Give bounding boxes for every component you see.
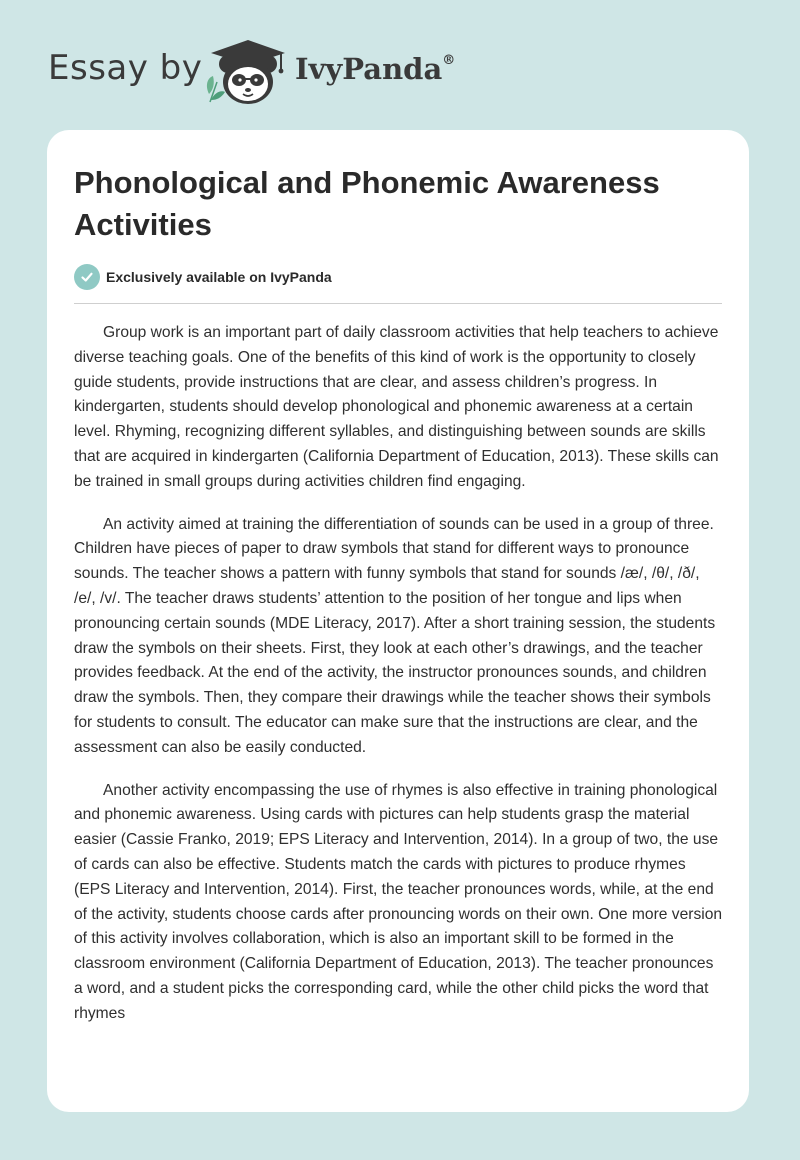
- check-icon: [74, 264, 100, 290]
- divider: [74, 303, 722, 304]
- essay-by-label: Essay by: [48, 48, 203, 88]
- registered-mark: ®: [442, 53, 456, 69]
- brand-name-text: IvyPanda: [295, 52, 443, 86]
- paragraph: An activity aimed at training the differentiation of sounds can be used in a group of three. Children have pieces of paper to draw symbols that stand for different ways to pronounce sounds. The teacher shows a pattern with funny symbols that stand for sounds /æ/, /θ/, /ð/, /e/, /v/. The teacher draws students’ attention to the position of her tongue and lips when pronouncing certain sounds (MDE Literacy, 2017). After a short training session, the students draw the symbols on their sheets. First, they look at each other’s drawings, and the teacher provides feedback. At the end of the activity, the instructor pronounces sounds, and children draw the symbols. Then, they compare their drawings while the teacher shows their symbols for students to consult. The educator can make sure that the instructions are clear, and the assessment can also be easily conducted.: [74, 515, 716, 756]
- exclusive-label: Exclusively available on IvyPanda: [106, 269, 332, 285]
- site-header: [0, 0, 800, 120]
- panda-graduate-icon[interactable]: [201, 36, 293, 108]
- essay-card: [47, 130, 749, 1112]
- paragraph: Group work is an important part of daily classroom activities that help teachers to achieve diverse teaching goals. One of the benefits of this kind of work is the opportunity to closely guide students, provide instructions that are clear, and assess children’s progress. In kindergarten, students should develop phonological and phonemic awareness at a certain level. Rhyming, recognizing different syllables, and distinguishing between sounds are skills that are acquired in kindergarten (California Department of Education, 2013). These skills can be trained in small groups during activities children find engaging.: [74, 324, 719, 490]
- brand-name[interactable]: [295, 52, 455, 86]
- paragraph: Another activity encompassing the use of rhymes is also effective in training phonological and phonemic awareness. Using cards with pictures can help students grasp the material easier (Cassie Franko, 2019; EPS Literacy and Intervention, 2014). In a group of two, the use of cards can also be effective. Students match the cards with pictures to produce rhymes (EPS Literacy and Intervention, 2014). First, the teacher pronounces words, while, at the end of the activity, students choose cards after pronouncing words on their own. One more version of this activity involves collaboration, which is also an important skill to be formed in the classroom environment (California Department of Education, 2013). The teacher pronounces a word, and a student picks the corresponding card, while the other child picks the word that rhymes: [74, 781, 723, 1022]
- page-title: Phonological and Phonemic Awareness Activities: [74, 165, 660, 242]
- exclusive-badge: [74, 264, 332, 290]
- essay-body: [74, 321, 724, 1045]
